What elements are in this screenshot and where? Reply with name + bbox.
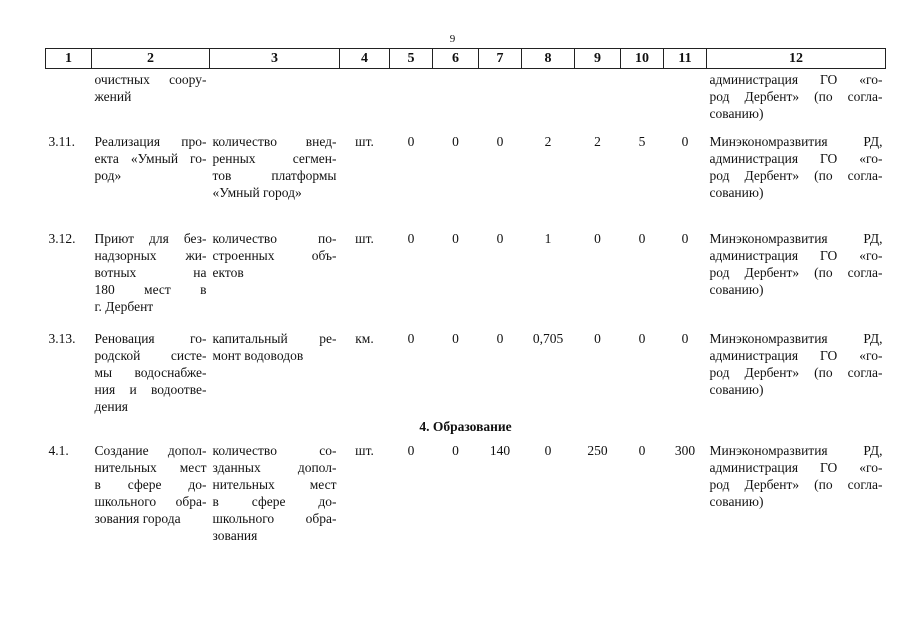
value-cell: 0 bbox=[681, 331, 689, 346]
value-cell: 0 bbox=[452, 231, 459, 246]
value-cell: 250 bbox=[587, 443, 608, 458]
value-cell: 1 bbox=[544, 231, 552, 246]
value-cell: 0 bbox=[496, 134, 504, 149]
executor: Минэкономразвития РД, администрация ГО «го- род Дербент» (по согла- сованию) bbox=[709, 331, 883, 397]
activity-name: Создание допол- нительных мест в сфере до- школьного обра- зования города bbox=[94, 443, 207, 526]
unit: шт. bbox=[355, 231, 374, 246]
value-cell: 0 bbox=[452, 331, 459, 346]
executor: Минэкономразвития РД, администрация ГО «го- род Дербент» (по согла- сованию) bbox=[709, 443, 883, 509]
value-cell: 0 bbox=[638, 331, 646, 346]
indicator: капитальный ре- монт водоводов bbox=[212, 331, 337, 363]
activity-name: Приют для без- надзорных жи- вотных на 180 мест в г. Дербент bbox=[94, 231, 207, 314]
col-header: 4 bbox=[340, 49, 390, 69]
value-cell: 2 bbox=[594, 134, 601, 149]
value-cell: 0,705 bbox=[532, 331, 564, 346]
col-header: 10 bbox=[621, 49, 664, 69]
header-row bbox=[46, 49, 886, 69]
table-row bbox=[46, 131, 886, 228]
unit: шт. bbox=[355, 443, 374, 458]
activity-name: очистных соору- жений bbox=[94, 72, 207, 104]
col-header: 7 bbox=[479, 49, 522, 69]
section-title: 4. Образование bbox=[419, 419, 512, 434]
value-cell: 0 bbox=[452, 443, 459, 458]
value-cell: 0 bbox=[638, 443, 646, 458]
unit: шт. bbox=[355, 134, 374, 149]
col-header: 8 bbox=[522, 49, 575, 69]
col-header: 1 bbox=[46, 49, 92, 69]
value-cell: 0 bbox=[594, 231, 601, 246]
col-header: 2 bbox=[92, 49, 210, 69]
table-row bbox=[46, 328, 886, 415]
value-cell: 0 bbox=[407, 231, 415, 246]
value-cell: 0 bbox=[594, 331, 601, 346]
col-header: 11 bbox=[664, 49, 707, 69]
indicator: количество внед- ренных сегмен- тов платформы «Умный город» bbox=[212, 134, 337, 200]
col-header: 5 bbox=[390, 49, 433, 69]
value-cell: 0 bbox=[496, 231, 504, 246]
value-cell: 0 bbox=[544, 443, 552, 458]
value-cell: 300 bbox=[674, 443, 696, 458]
table-row bbox=[46, 440, 886, 544]
page-number: 9 bbox=[449, 33, 456, 45]
row-number: 3.11. bbox=[48, 134, 75, 149]
activity-name: Реновация го- родской систе- мы водоснабже- ния и водоотве- дения bbox=[94, 331, 207, 414]
col-header: 3 bbox=[210, 49, 340, 69]
row-number: 3.12. bbox=[48, 231, 76, 246]
unit: км. bbox=[355, 331, 374, 346]
executor: Минэкономразвития РД, администрация ГО «го- род Дербент» (по согла- сованию) bbox=[709, 231, 883, 297]
row-number: 3.13. bbox=[48, 331, 76, 346]
section-row bbox=[46, 415, 886, 440]
executor: Минэкономразвития РД, администрация ГО «го- род Дербент» (по согла- сованию) bbox=[709, 134, 883, 200]
value-cell: 0 bbox=[407, 134, 415, 149]
executor: администрация ГО «го- род Дербент» (по согла- сованию) bbox=[709, 72, 883, 121]
indicator: количество по- строенных объ- ектов bbox=[212, 231, 337, 280]
row-number: 4.1. bbox=[48, 443, 69, 458]
col-header: 12 bbox=[707, 49, 886, 69]
col-header: 6 bbox=[433, 49, 479, 69]
value-cell: 5 bbox=[638, 134, 646, 149]
value-cell: 0 bbox=[452, 134, 459, 149]
value-cell: 0 bbox=[407, 331, 415, 346]
value-cell: 140 bbox=[489, 443, 511, 458]
value-cell: 0 bbox=[638, 231, 646, 246]
col-header: 9 bbox=[575, 49, 621, 69]
value-cell: 0 bbox=[407, 443, 415, 458]
indicator: количество со- зданных допол- нительных мест в сфере до- школьного обра- зования bbox=[212, 443, 337, 543]
value-cell: 2 bbox=[544, 134, 552, 149]
value-cell: 0 bbox=[681, 231, 689, 246]
program-table bbox=[45, 48, 886, 544]
table-row bbox=[46, 228, 886, 328]
activity-name: Реализация про- екта «Умный го- род» bbox=[94, 134, 207, 183]
value-cell: 0 bbox=[496, 331, 504, 346]
table-row-continuation bbox=[46, 69, 886, 132]
value-cell: 0 bbox=[681, 134, 689, 149]
